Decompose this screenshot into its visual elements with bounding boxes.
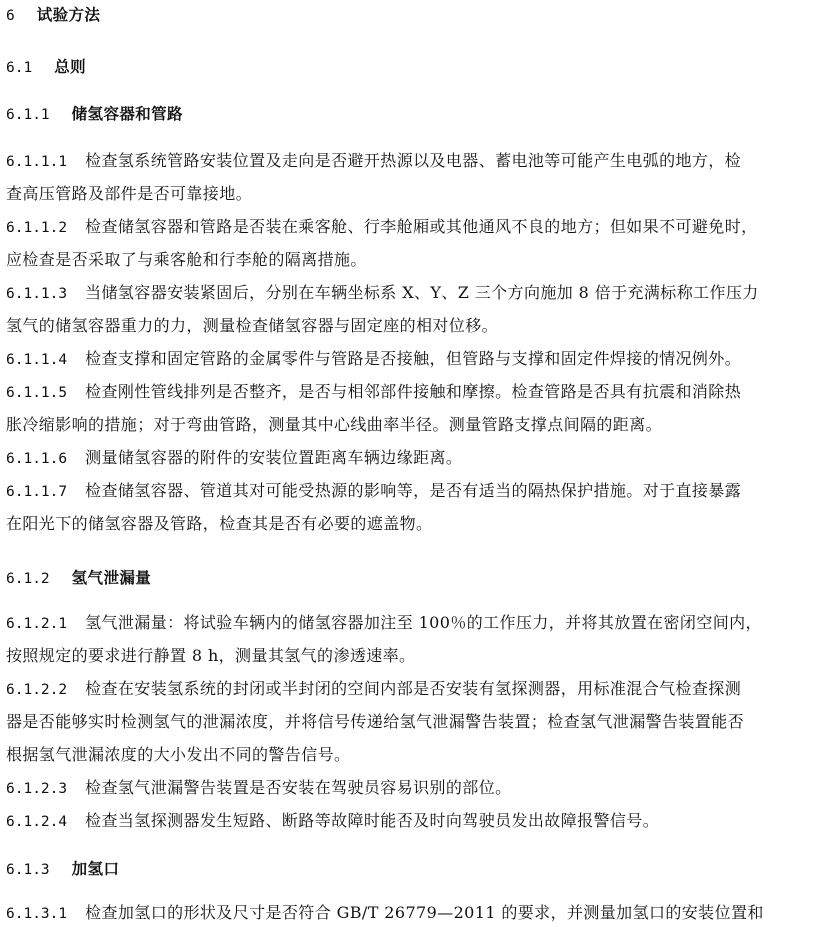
section-number: 6.1 [6, 60, 33, 76]
clause-number: 6.1.2.4 [6, 814, 68, 830]
paragraph-6-1-2-4-line-1 [6, 810, 812, 833]
clause-number: 6.1.1.2 [6, 220, 68, 236]
clause-number: 6.1.1.3 [6, 286, 68, 302]
clause-text: 检查氢系统管路安装位置及走向是否避开热源以及电器、蓄电池等可能产生电弧的地方，检 [85, 151, 742, 170]
section-title: 试验方法 [36, 6, 101, 24]
paragraph-6-1-2-2-line-3 [6, 744, 812, 766]
clause-text: 检查储氢容器和管路是否装在乘客舱、行李舱厢或其他通风不良的地方；但如果不可避免时， [85, 217, 758, 236]
clause-number: 6.1.2.3 [6, 781, 68, 797]
section-number: 6.1.2 [6, 571, 50, 587]
clause-number: 6.1.1.7 [6, 484, 68, 500]
section-6-1-2-heading [6, 567, 812, 590]
paragraph-6-1-3-1-line-1 [6, 902, 812, 925]
clause-text: 当储氢容器安装紧固后，分别在车辆坐标系 X、Y、Z 三个方向施加 8 倍于充满标称工作压力 [85, 283, 759, 302]
clause-text: 检查当氢探测器发生短路、断路等故障时能否及时向驾驶员发出故障报警信号。 [85, 811, 660, 830]
section-6-1-heading [6, 56, 812, 79]
clause-text: 氢气的储氢容器重力的力，测量检查储氢容器与固定座的相对位移。 [6, 316, 499, 335]
clause-text: 器是否能够实时检测氢气的泄漏浓度，并将信号传递给氢气泄漏警告装置；检查氢气泄漏警告装置能否 [6, 712, 745, 731]
clause-number: 6.1.1.5 [6, 385, 68, 401]
clause-text: 检查氢气泄漏警告装置是否安装在驾驶员容易识别的部位。 [85, 778, 512, 797]
section-6-1-1-heading [6, 103, 812, 126]
paragraph-6-1-1-3-line-2 [6, 315, 812, 337]
clause-number: 6.1.1.6 [6, 451, 68, 467]
clause-text: 应检查是否采取了与乘客舱和行李舱的隔离措施。 [6, 250, 367, 269]
paragraph-6-1-1-7-line-2 [6, 513, 812, 535]
paragraph-6-1-1-5-line-2 [6, 414, 812, 436]
paragraph-6-1-1-3-line-1 [6, 282, 812, 305]
clause-number: 6.1.2.2 [6, 682, 68, 698]
paragraph-6-1-2-2-line-1 [6, 678, 812, 701]
paragraph-6-1-1-7-line-1 [6, 480, 812, 503]
paragraph-6-1-1-1-line-2 [6, 183, 812, 205]
section-number: 6.1.3 [6, 862, 50, 878]
clause-text: 查高压管路及部件是否可靠接地。 [6, 184, 253, 203]
paragraph-6-1-2-1-line-2 [6, 645, 812, 667]
clause-text: 检查在安装氢系统的封闭或半封闭的空间内部是否安装有氢探测器，用标准混合气检查探测 [85, 679, 742, 698]
section-number: 6 [6, 8, 15, 24]
clause-number: 6.1.3.1 [6, 906, 68, 922]
clause-text: 胀冷缩影响的措施；对于弯曲管路，测量其中心线曲率半径。测量管路支撑点间隔的距离。 [6, 415, 663, 434]
clause-text: 根据氢气泄漏浓度的大小发出不同的警告信号。 [6, 745, 351, 764]
paragraph-6-1-1-2-line-1 [6, 216, 812, 239]
paragraph-6-1-2-3-line-1 [6, 777, 812, 800]
clause-text: 检查加氢口的形状及尺寸是否符合 GB/T 26779—2011 的要求，并测量加氢口的安装位置和 [85, 903, 764, 922]
clause-text: 在阳光下的储氢容器及管路，检查其是否有必要的遮盖物。 [6, 514, 433, 533]
clause-number: 6.1.1.4 [6, 352, 68, 368]
section-6-1-3-heading [6, 858, 812, 881]
clause-text: 检查支撑和固定管路的金属零件与管路是否接触，但管路与支撑和固定件焊接的情况例外。 [85, 349, 742, 368]
section-title: 氢气泄漏量 [71, 569, 152, 587]
paragraph-6-1-1-2-line-2 [6, 249, 812, 271]
clause-text: 测量储氢容器的附件的安装位置距离车辆边缘距离。 [85, 448, 463, 467]
clause-text: 氢气泄漏量：将试验车辆内的储氢容器加注至 100％的工作压力，并将其放置在密闭空间内， [85, 613, 762, 632]
section-title: 储氢容器和管路 [71, 105, 183, 123]
paragraph-6-1-1-1-line-1 [6, 150, 812, 173]
paragraph-6-1-2-1-line-1 [6, 612, 812, 635]
clause-text: 检查储氢容器、管道其对可能受热源的影响等，是否有适当的隔热保护措施。对于直接暴露 [85, 481, 742, 500]
clause-text: 按照规定的要求进行静置 8 h，测量其氢气的渗透速率。 [6, 646, 416, 665]
clause-number: 6.1.2.1 [6, 616, 68, 632]
paragraph-6-1-1-6-line-1 [6, 447, 812, 470]
paragraph-6-1-1-4-line-1 [6, 348, 812, 371]
clause-number: 6.1.1.1 [6, 154, 68, 170]
clause-text: 检查刚性管线排列是否整齐，是否与相邻部件接触和摩擦。检查管路是否具有抗震和消除热 [85, 382, 742, 401]
section-number: 6.1.1 [6, 107, 50, 123]
section-title: 总则 [54, 58, 87, 76]
paragraph-6-1-1-5-line-1 [6, 381, 812, 404]
paragraph-6-1-2-2-line-2 [6, 711, 812, 733]
section-title: 加氢口 [71, 860, 120, 878]
section-6-heading [6, 4, 812, 27]
